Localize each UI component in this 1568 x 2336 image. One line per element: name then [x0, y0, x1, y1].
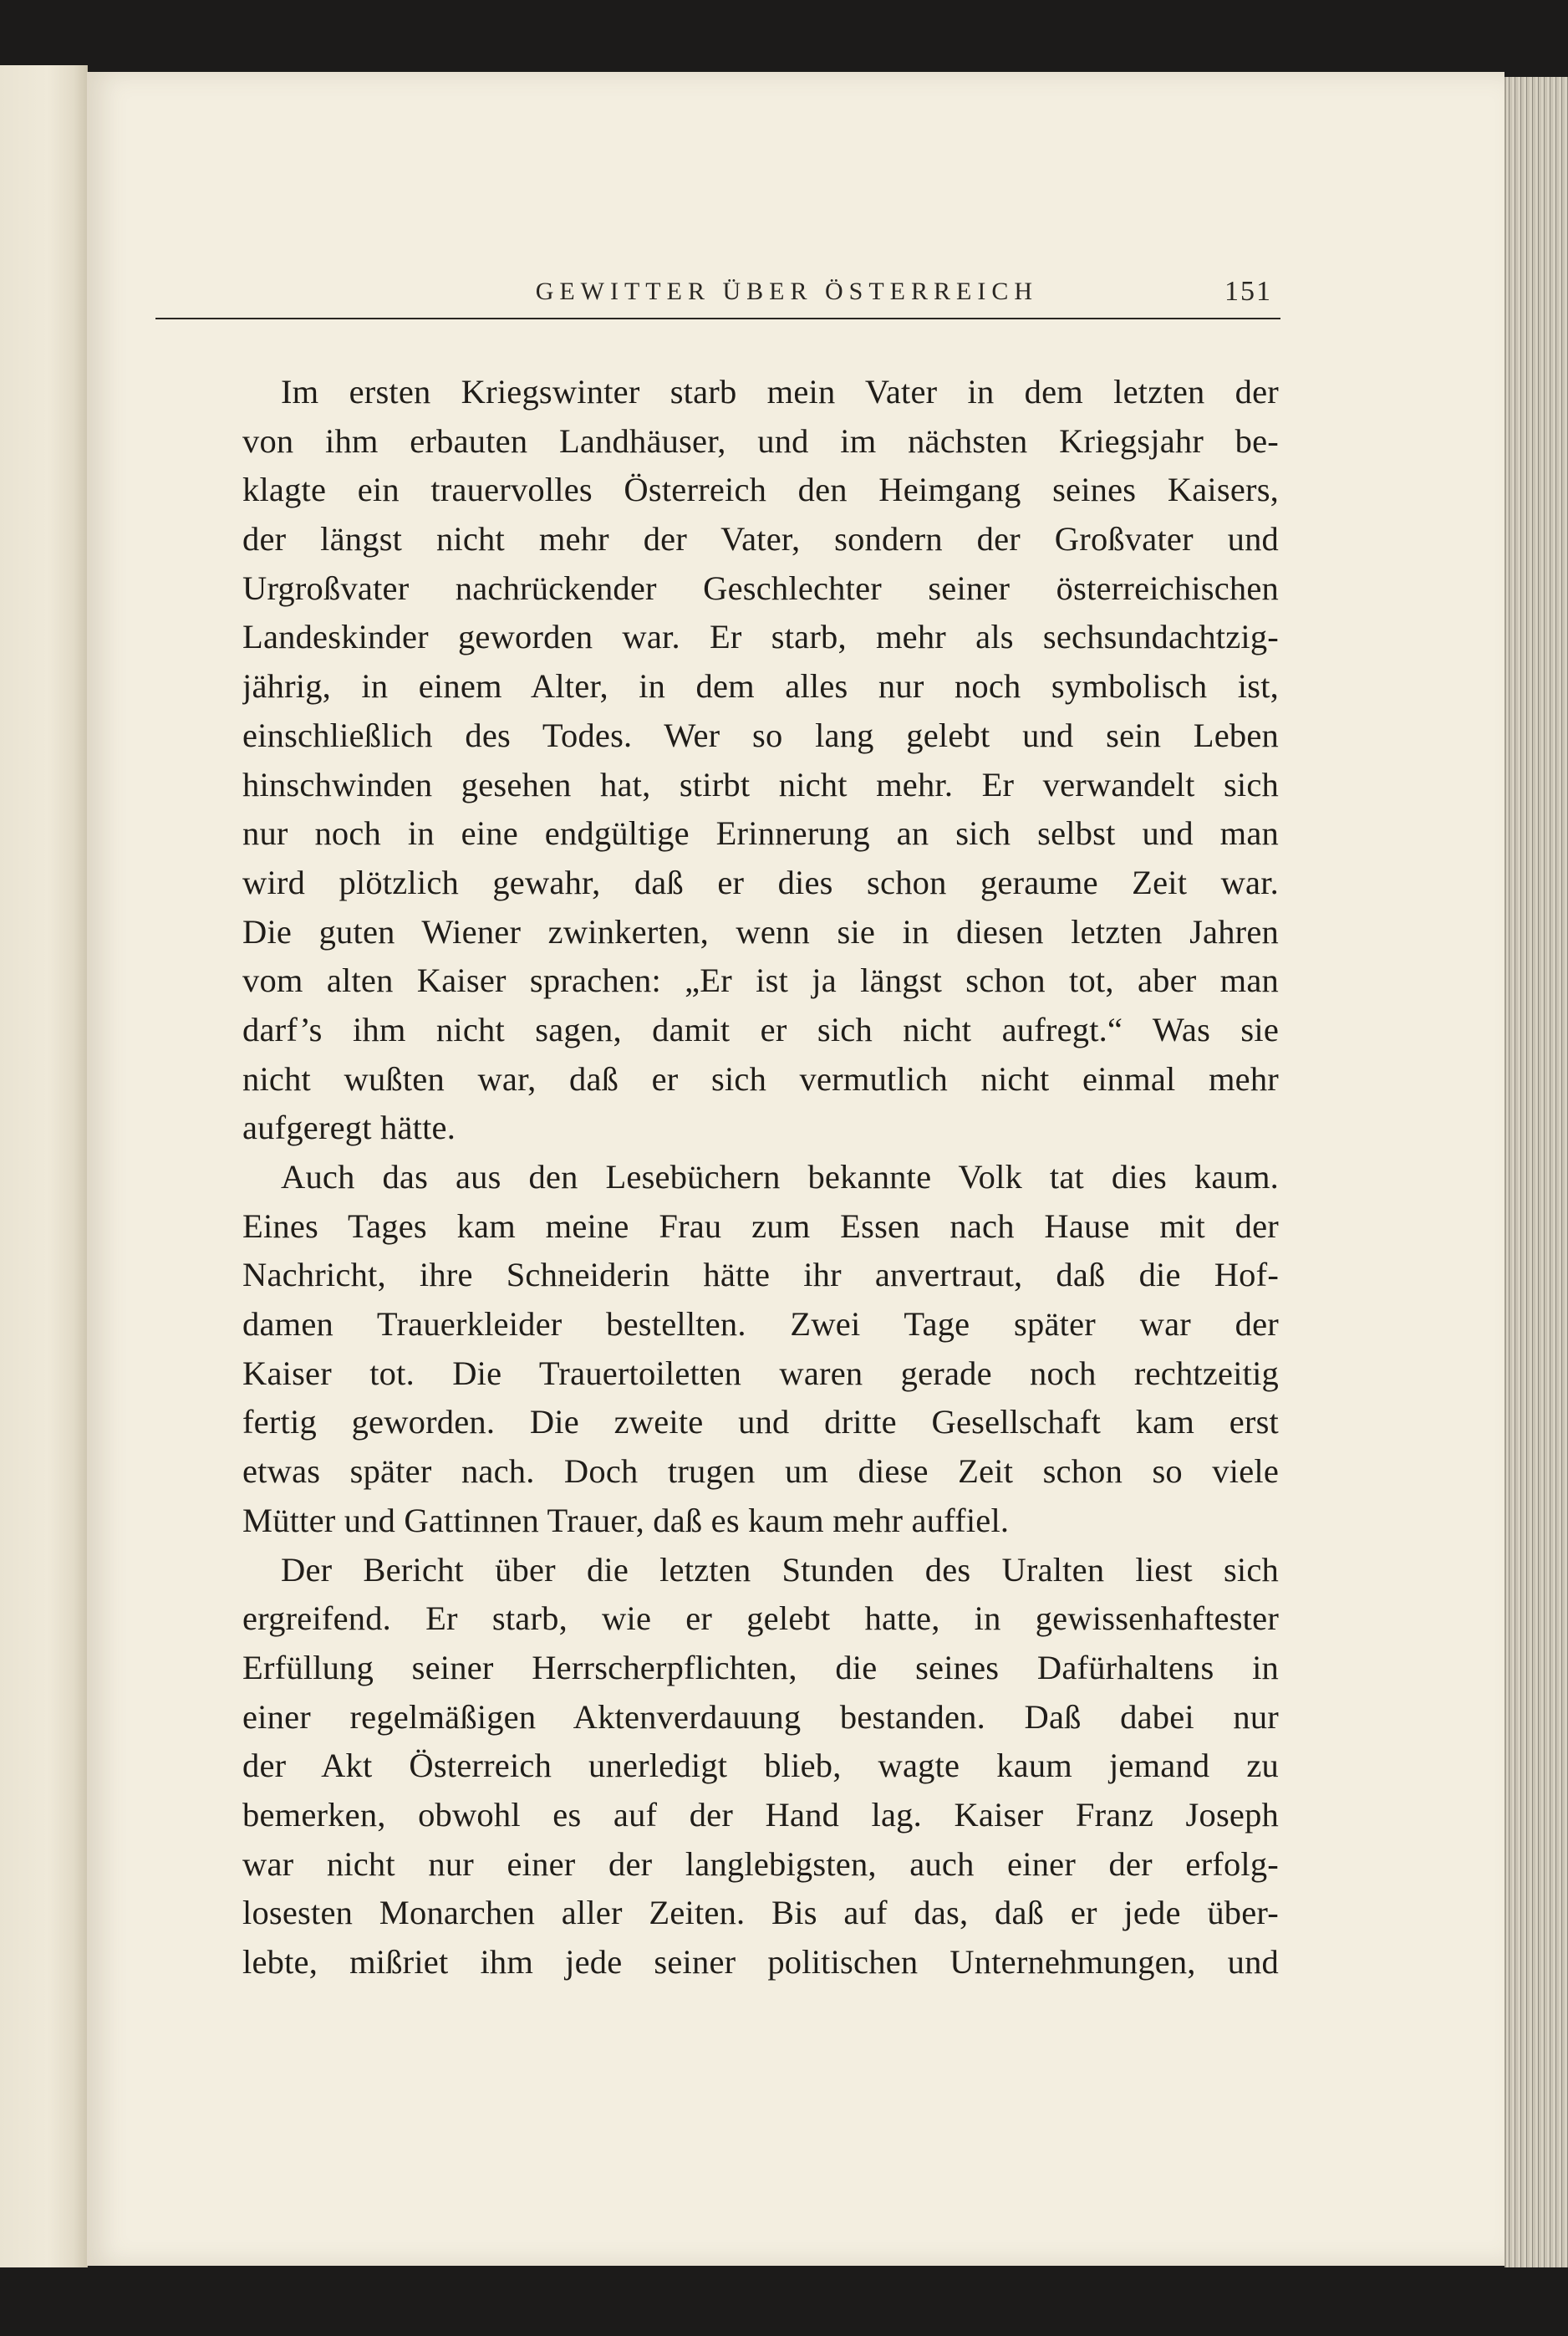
- text-line: damen Trauerkleider bestellten. Zwei Tage später war der: [242, 1305, 1279, 1344]
- paragraph: [242, 1153, 1279, 1546]
- text-line: der Akt Österreich unerledigt blieb, wagte kaum jemand zu: [242, 1747, 1279, 1785]
- page-stack-edges: [1504, 77, 1568, 2267]
- text-line: bemerken, obwohl es auf der Hand lag. Kaiser Franz Joseph: [242, 1795, 1279, 1834]
- text-line: hinschwinden gesehen hat, stirbt nicht mehr. Er verwandelt sich: [242, 765, 1279, 803]
- page-number: 151: [1224, 276, 1272, 307]
- text-line: vom alten Kaiser sprachen: „Er ist ja längst schon tot, aber man: [242, 961, 1279, 1000]
- text-line: einer regelmäßigen Aktenverdauung bestanden. Daß dabei nur: [242, 1697, 1279, 1736]
- text-line: Landeskinder geworden war. Er starb, mehr als sechsundachtzig-: [242, 618, 1279, 656]
- text-line: wird plötzlich gewahr, daß er dies schon geraume Zeit war.: [242, 863, 1279, 901]
- running-head-title: GEWITTER ÜBER ÖSTERREICH: [535, 278, 1038, 305]
- text-line: darf’s ihm nicht sagen, damit er sich nicht aufregt.“ Was sie: [242, 1010, 1279, 1048]
- text-line: von ihm erbauten Landhäuser, und im nächsten Kriegsjahr be-: [242, 421, 1279, 460]
- left-page-edge: [0, 65, 88, 2272]
- text-line: war nicht nur einer der langlebigsten, auch einer der erfolg-: [242, 1844, 1279, 1883]
- text-line: etwas später nach. Doch trugen um diese Zeit schon so viele: [242, 1452, 1279, 1491]
- text-line: Erfüllung seiner Herrscherpflichten, die seines Dafürhaltens in: [242, 1648, 1279, 1686]
- text-line: losesten Monarchen aller Zeiten. Bis auf das, daß er jede über-: [242, 1894, 1279, 1932]
- text-line: aufgeregt hätte.: [242, 1109, 456, 1147]
- text-line: Kaiser tot. Die Trauertoiletten waren gerade noch rechtzeitig: [242, 1354, 1279, 1392]
- text-line: Nachricht, ihre Schneiderin hätte ihr anvertraut, daß die Hof-: [242, 1256, 1279, 1294]
- text-line: fertig geworden. Die zweite und dritte Gesellschaft kam erst: [242, 1403, 1279, 1441]
- text-line: jährig, in einem Alter, in dem alles nur noch symbolisch ist,: [242, 667, 1279, 706]
- scan-background: [0, 2267, 1568, 2336]
- text-line: Im ersten Kriegswinter starb mein Vater in dem letzten der: [281, 373, 1279, 411]
- text-line: lebte, mißriet ihm jede seiner politischen Unternehmungen, und: [242, 1943, 1279, 1981]
- running-head: [155, 274, 1280, 319]
- body-text: [242, 368, 1279, 1987]
- text-line: Der Bericht über die letzten Stunden des Uralten liest sich: [281, 1550, 1279, 1589]
- text-line: einschließlich des Todes. Wer so lang gelebt und sein Leben: [242, 716, 1279, 754]
- text-line: der längst nicht mehr der Vater, sondern der Großvater und: [242, 520, 1279, 558]
- paragraph: [242, 1546, 1279, 1987]
- paragraph: [242, 368, 1279, 1153]
- text-line: Eines Tages kam meine Frau zum Essen nach Hause mit der: [242, 1206, 1279, 1245]
- text-line: Die guten Wiener zwinkerten, wenn sie in diesen letzten Jahren: [242, 912, 1279, 951]
- text-line: Urgroßvater nachrückender Geschlechter seiner österreichischen: [242, 569, 1279, 607]
- text-line: ergreifend. Er starb, wie er gelebt hatte, in gewissenhaftester: [242, 1599, 1279, 1638]
- text-line: Auch das aus den Lesebüchern bekannte Volk tat dies kaum.: [281, 1158, 1279, 1196]
- text-line: nicht wußten war, daß er sich vermutlich nicht einmal mehr: [242, 1059, 1279, 1098]
- text-line: Mütter und Gattinnen Trauer, daß es kaum mehr auffiel.: [242, 1501, 1010, 1539]
- text-line: nur noch in eine endgültige Erinnerung an sich selbst und man: [242, 814, 1279, 853]
- text-line: klagte ein trauervolles Österreich den Heimgang seines Kaisers,: [242, 471, 1279, 509]
